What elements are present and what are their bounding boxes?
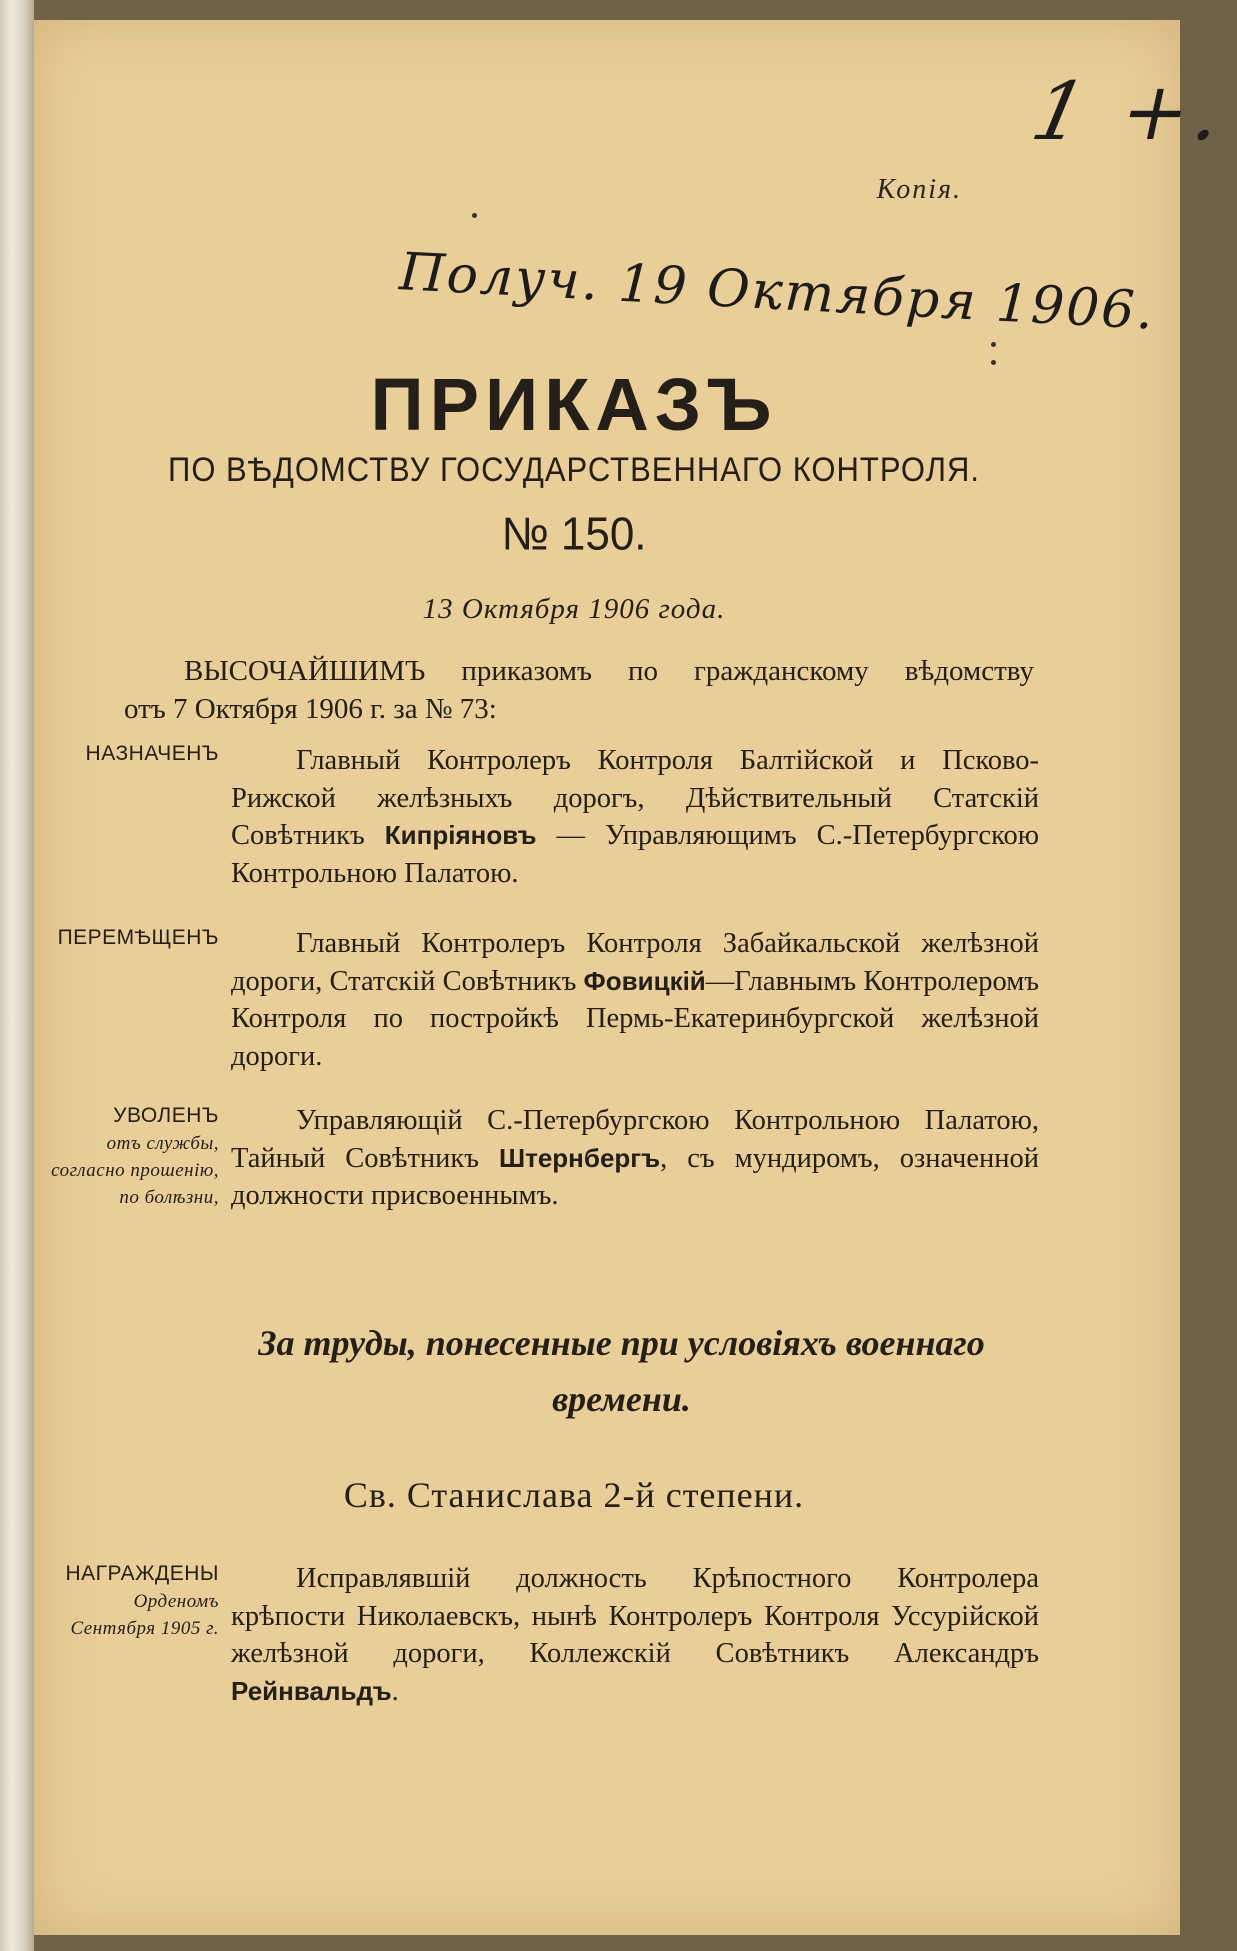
margin-label-appointed xyxy=(34,740,219,768)
entry-text: Управляющій С.-Петербургскою Контрольною Палатою, Тайный Совѣтникъ xyxy=(231,1105,1039,1174)
margin-sub-line: Сентября 1905 г. xyxy=(70,1618,219,1639)
person-name: Рейнвальдъ xyxy=(231,1675,392,1706)
entry-text-end: —Главнымъ Контролеромъ Контроля по постройкѣ Пермь-Екатеринбургской желѣзной дороги. xyxy=(231,965,1039,1072)
person-name: Фовицкій xyxy=(583,965,706,996)
ink-speck xyxy=(472,213,477,218)
entry-text-end: — Управляющимъ С.-Петербургскою Контрольною Палатою. xyxy=(231,820,1040,889)
section-heading: За труды, понесенные при условіяхъ военнаго времени. xyxy=(258,1323,985,1419)
margin-label-text: УВОЛЕНЪ xyxy=(113,1104,219,1127)
margin-label-text: НАГРАЖДЕНЫ xyxy=(65,1562,219,1585)
ink-speck xyxy=(991,360,996,365)
intro-paragraph xyxy=(124,652,1034,728)
intro-line-1: ВЫСОЧАЙШИМЪ приказомъ по гражданскому вѣдомству xyxy=(184,655,1034,687)
margin-sub-line: Орденомъ xyxy=(133,1591,219,1612)
page-title: ПРИКАЗЪ xyxy=(370,363,778,446)
margin-label-text: ПЕРЕМѢЩЕНЪ xyxy=(57,926,219,949)
ink-speck xyxy=(991,342,996,347)
margin-label-text: НАЗНАЧЕНЪ xyxy=(85,742,219,765)
entry-text-end: , съ мундиромъ, означенной должности присвоеннымъ. xyxy=(231,1142,1039,1211)
order-date: 13 Октября 1906 года. xyxy=(422,593,726,625)
page-subtitle: ПО ВѢДОМСТВУ ГОСУДАРСТВЕННАГО КОНТРОЛЯ. xyxy=(168,450,980,489)
entry-text-end: . xyxy=(391,1675,399,1707)
entry-text: Исправлявшій должность Крѣпостного Контролера крѣпости Николаевскъ, нынѣ Контролеръ Контроля Уссурійской желѣзной дороги, Коллежскій Совѣтникъ Александръ xyxy=(231,1563,1039,1669)
person-name: Штернбергъ xyxy=(498,1142,661,1173)
document-page xyxy=(34,20,1237,1935)
entry-appointed xyxy=(231,742,1039,892)
binding-spine xyxy=(0,0,34,1951)
margin-sub-line: по болѣзни, xyxy=(119,1187,219,1208)
margin-sub-line: отъ службы, xyxy=(106,1133,219,1154)
handwritten-receipt-note: Получ. 19 Октября 1906. xyxy=(397,242,1157,342)
margin-label-transferred xyxy=(34,924,219,952)
entry-awarded xyxy=(231,1560,1039,1710)
handwritten-folio-number: 1 +. xyxy=(1024,65,1237,158)
intro-line-2: отъ 7 Октября 1906 г. за № 73: xyxy=(124,693,497,725)
order-name-heading: Св. Станислава 2-й степени. xyxy=(343,1475,805,1515)
entry-dismissed xyxy=(231,1102,1039,1215)
person-name: Кипріяновъ xyxy=(384,820,537,850)
margin-label-awarded xyxy=(34,1560,219,1642)
copy-label: Копія. xyxy=(876,174,962,205)
margin-label-dismissed xyxy=(34,1102,219,1211)
margin-sub-line: согласно прошенію, xyxy=(51,1160,219,1181)
order-number: № 150. xyxy=(501,508,647,561)
entry-text: Главный Контролеръ Контроля Забайкальской желѣзной дороги, Статскій Совѣтникъ xyxy=(231,928,1039,997)
entry-transferred xyxy=(231,925,1039,1075)
entry-text: Главный Контролеръ Контроля Балтійской и Псково-Рижской желѣзныхъ дорогъ, Дѣйствительный Статскій Совѣтникъ xyxy=(231,745,1039,851)
